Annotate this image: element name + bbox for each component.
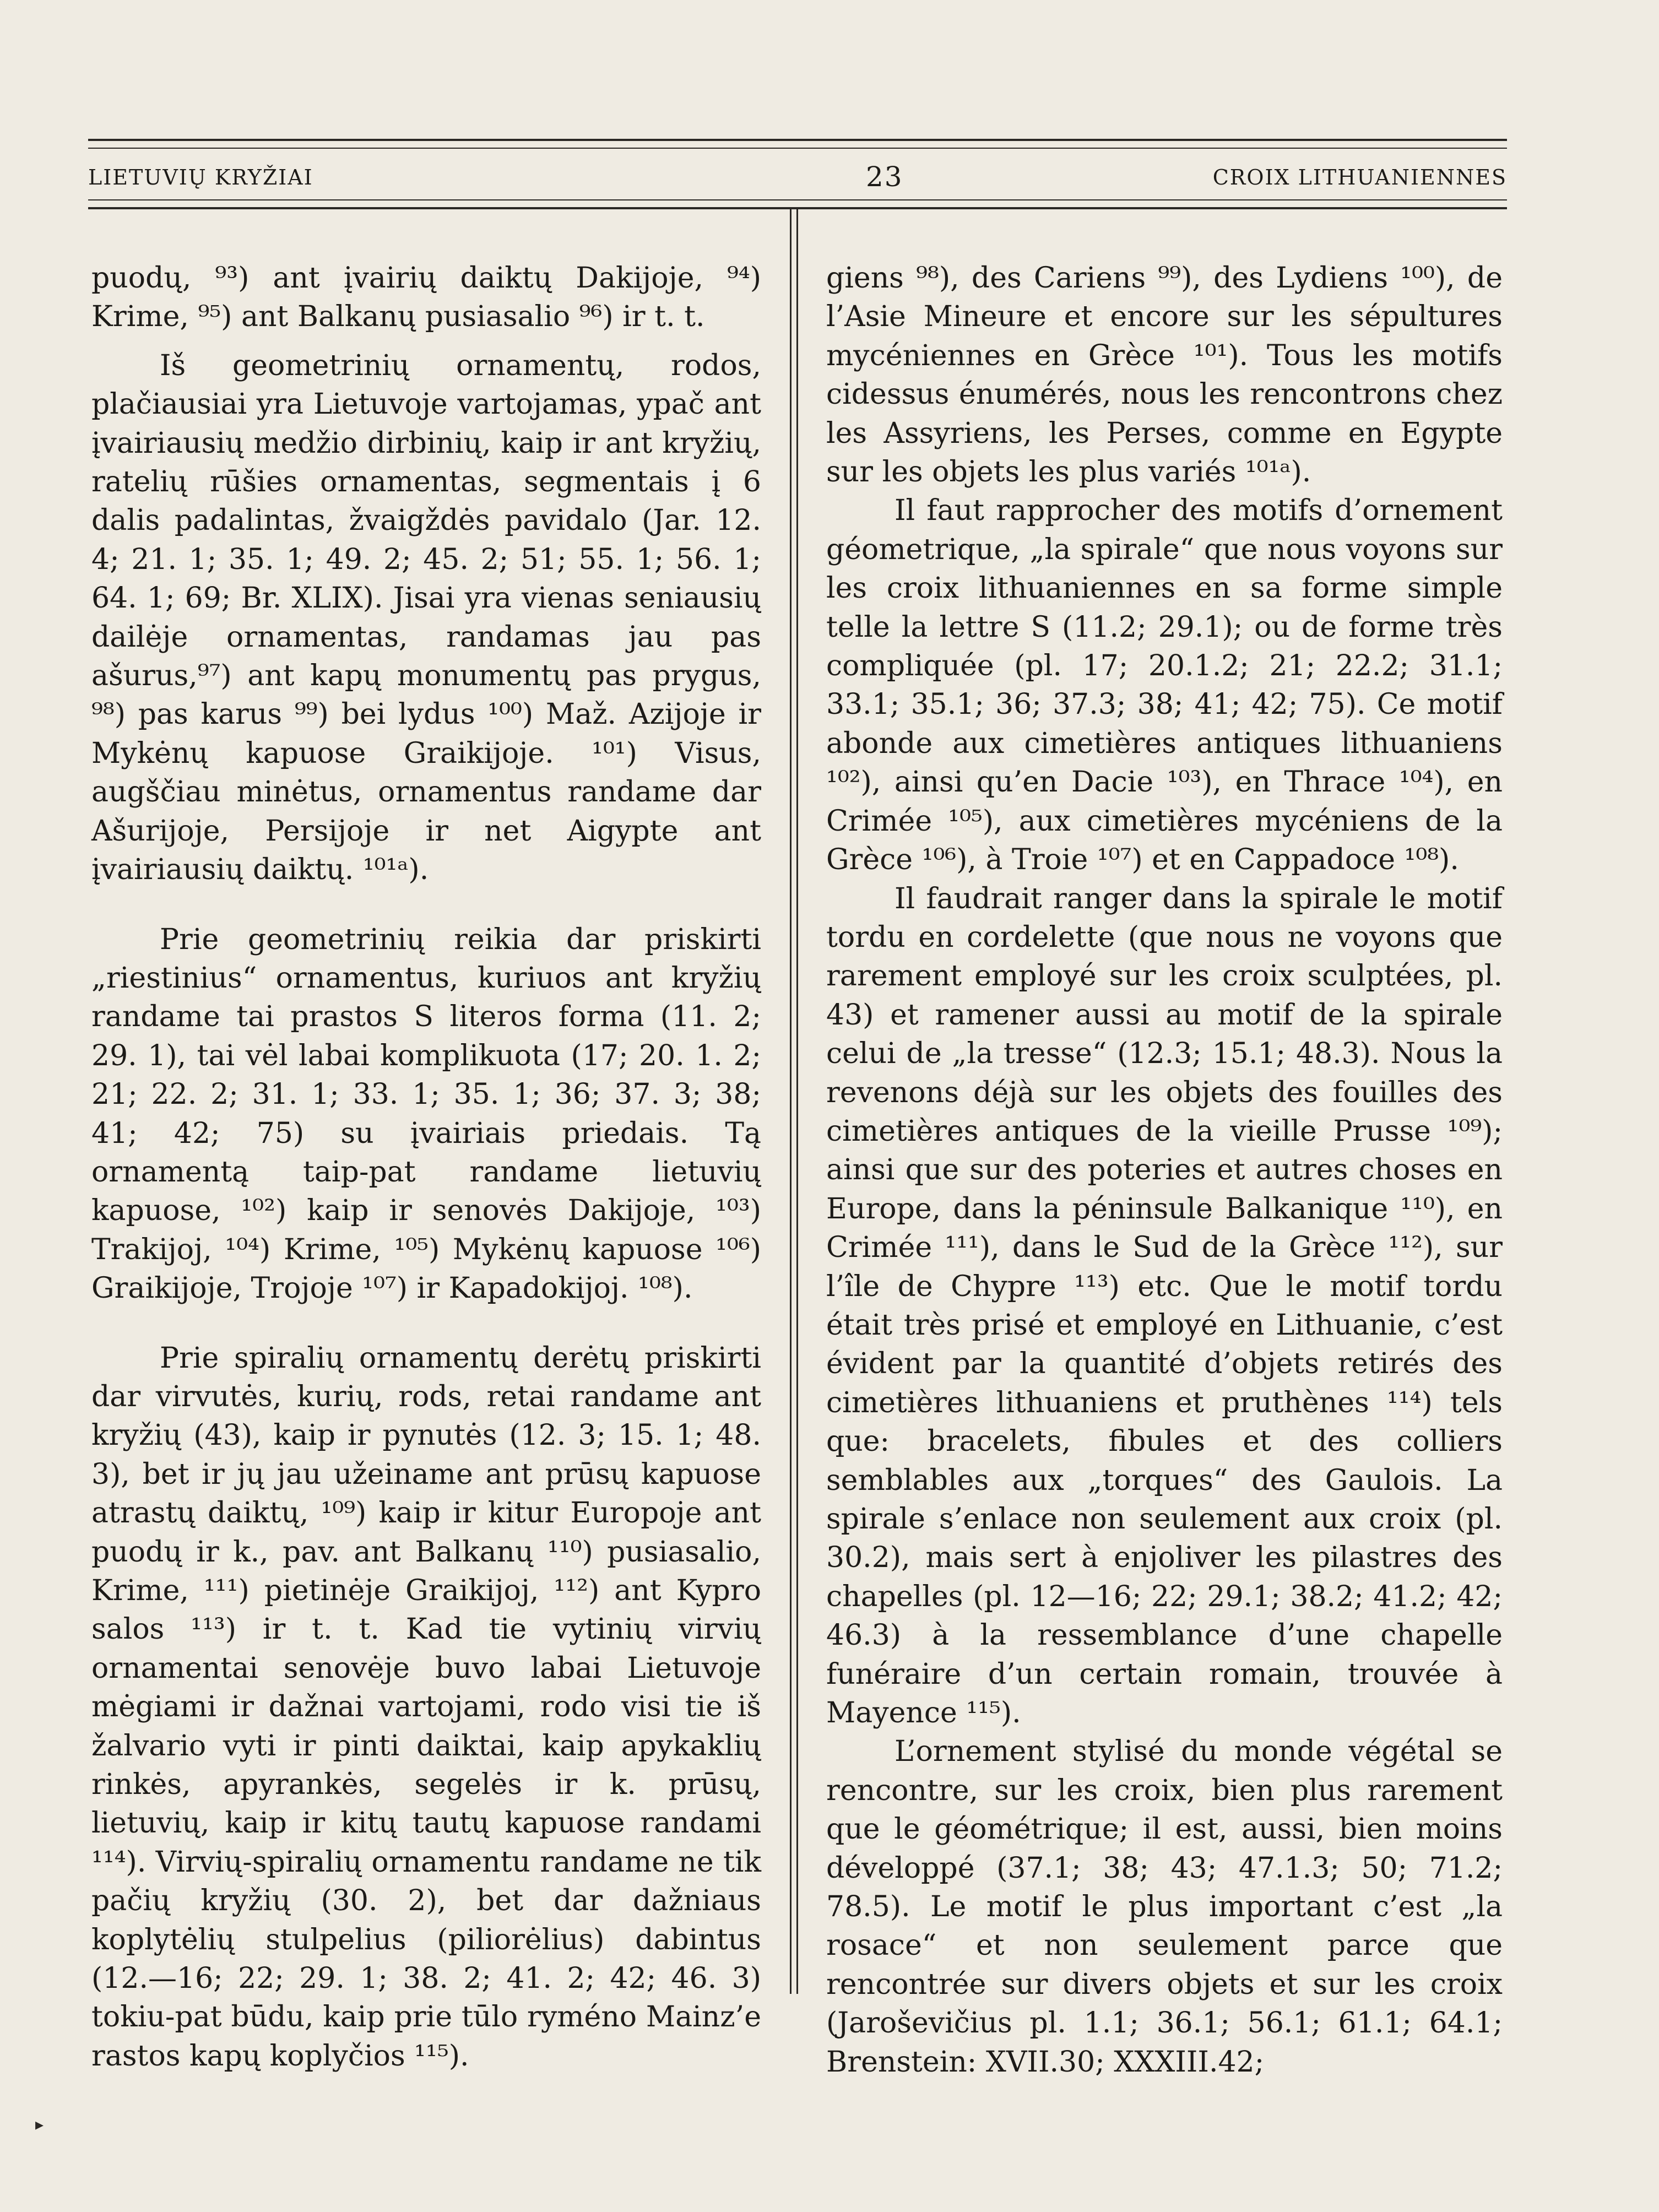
margin-mark: ▸ <box>35 2115 44 2134</box>
lt-paragraph: puodų, ⁹³) ant įvairių daiktų Dakijoje, ⁹⁴) Krime, ⁹⁵) ant Balkanų pusiasalio ⁹⁶) ir t. t. <box>91 262 761 334</box>
lt-paragraph: Iš geometrinių ornamentų, rodos, plačiausiai yra Lietuvoje vartojamas, ypač ant įvairiausių medžio dirbinių, kaip ir ant kryžių, ratelių rūšies ornamentas, segmentais į 6 dalis padalintas, žvaigždės pavidalo (Jar. 12. 4; 21. 1; 35. 1; 49. 2; 45. 2; 51; 55. 1; 56. 1; 64. 1; 69; Br. XLIX). Jisai yra vienas seniausių dailėje ornamentas, randamas jau pas ašurus,⁹⁷) ant kapų monumentų pas prygus, ⁹⁸) pas karus ⁹⁹) bei lydus ¹⁰⁰) Maž. Azijoje ir Mykėnų kapuose Graikijoje. ¹⁰¹) Visus, augščiau minėtus, ornamentus randame dar Ašurijoje, Persijoje ir net Aigypte ant įvairiausių daiktų. ¹⁰¹ᵃ). <box>91 349 761 887</box>
header-rule-bottom-thin <box>88 199 1507 200</box>
running-header <box>88 158 1507 197</box>
column-divider-right <box>796 209 798 1994</box>
fr-paragraph: L’ornement stylisé du monde végétal se rencontre, sur les croix, bien plus rarement que le géométrique; il est, aussi, bien moins développé (37.1; 38; 43; 47.1.3; 50; 71.2; 78.5). Le motif le plus important c’est „la rosace“ et non seulement parce que rencontrée sur divers objets et sur les croix (Jaroševičius pl. 1.1; 36.1; 56.1; 61.1; 64.1; Brenstein: XVII.30; XXXIII.42; <box>826 1735 1503 2079</box>
lithuanian-column <box>91 259 761 2075</box>
header-right-title: CROIX LITHUANIENNES <box>1212 165 1507 189</box>
column-divider-left <box>790 209 791 1994</box>
lt-paragraph: Prie geometrinių reikia dar priskirti „riestinius“ ornamentus, kuriuos ant kryžių randame tai prastos S literos forma (11. 2; 29. 1), tai vėl labai komplikuota (17; 20. 1. 2; 21; 22. 2; 31. 1; 33. 1; 35. 1; 36; 37. 3; 38; 41; 42; 75) su įvairiais priedais. Tą ornamentą taip-pat randame lietuvių kapuose, ¹⁰²) kaip ir senovės Dakijoje, ¹⁰³) Trakijoj, ¹⁰⁴) Krime, ¹⁰⁵) Mykėnų kapuose ¹⁰⁶) Graikijoje, Trojoje ¹⁰⁷) ir Kapadokijoj. ¹⁰⁸). <box>91 923 761 1305</box>
lt-paragraph: Prie spiralių ornamentų derėtų priskirti dar virvutės, kurių, rods, retai randame ant kryžių (43), kaip ir pynutės (12. 3; 15. 1; 48. 3), bet ir jų jau užeiname ant prūsų kapuose atrastų daiktų, ¹⁰⁹) kaip ir kitur Europoje ant puodų ir k., pav. ant Balkanų ¹¹⁰) pusiasalio, Krime, ¹¹¹) pietinėje Graikijoj, ¹¹²) ant Kypro salos ¹¹³) ir t. t. Kad tie vytinių virvių ornamentai senovėje buvo labai Lietuvoje mėgiami ir dažnai vartojami, rodo visi tie iš žalvario vyti ir pinti daiktai, kaip apykaklių rinkės, apyrankės, segelės ir k. prūsų, lietuvių, kaip ir kitų tautų kapuose randami ¹¹⁴). Virvių-spiralių ornamentu randame ne tik pačių kryžių (30. 2), bet dar dažniaus koplytėlių stulpelius (piliorėlius) dabintus (12.—16; 22; 29. 1; 38. 2; 41. 2; 42; 46. 3) tokiu-pat būdu, kaip prie tūlo ryméno Mainz’e rastos kapų koplyčios ¹¹⁵). <box>91 1341 761 2073</box>
page-number: 23 <box>866 161 903 193</box>
french-column <box>826 259 1503 2081</box>
header-left-title: LIETUVIŲ KRYŽIAI <box>88 165 313 189</box>
fr-paragraph: Il faut rapprocher des motifs d’ornement géometrique, „la spirale“ que nous voyons sur les croix lithuaniennes en sa forme simple telle la lettre S (11.2; 29.1); ou de forme très compliquée (pl. 17; 20.1.2; 21; 22.2; 31.1; 33.1; 35.1; 36; 37.3; 38; 41; 42; 75). Ce motif abonde aux cimetières antiques lithuaniens ¹⁰²), ainsi qu’en Dacie ¹⁰³), en Thrace ¹⁰⁴), en Crimée ¹⁰⁵), aux cimetières mycéniens de la Grèce ¹⁰⁶), à Troie ¹⁰⁷) et en Cappadoce ¹⁰⁸). <box>826 494 1503 877</box>
fr-paragraph: Il faudrait ranger dans la spirale le motif tordu en cordelette (que nous ne voyons que rarement employé sur les croix sculptées, pl. 43) et ramener aussi au motif de la spirale celui de „la tresse“ (12.3; 15.1; 48.3). Nous la revenons déjà sur les objets des fouilles des cimetières antiques de la vieille Prusse ¹⁰⁹); ainsi que sur des poteries et autres choses en Europe, dans la péninsule Balkanique ¹¹⁰), en Crimée ¹¹¹), dans le Sud de la Grèce ¹¹²), sur l’île de Chypre ¹¹³) etc. Que le motif tordu était très prisé et employé en Lithuanie, c’est évident par la quantité d’objets retirés des cimetières lithuaniens et pruthènes ¹¹⁴) tels que: bracelets, fibules et des colliers semblables aux „torques“ des Gaulois. La spirale s’enlace non seulement aux croix (pl. 30.2), mais sert à enjoliver les pilastres des chapelles (pl. 12—16; 22; 29.1; 38.2; 41.2; 42; 46.3) à la ressemblance d’une chapelle funéraire d’un certain romain, trouvée à Mayence ¹¹⁵). <box>826 882 1503 1730</box>
fr-paragraph: giens ⁹⁸), des Cariens ⁹⁹), des Lydiens ¹⁰⁰), de l’Asie Mineure et encore sur les sépultures mycéniennes en Grèce ¹⁰¹). Tous les motifs cidessus énumérés, nous les rencontrons chez les Assyriens, les Perses, comme en Egypte sur les objets les plus variés ¹⁰¹ᵃ). <box>826 262 1503 489</box>
header-rule-top <box>88 139 1507 141</box>
header-rule-top-thin <box>88 148 1507 149</box>
